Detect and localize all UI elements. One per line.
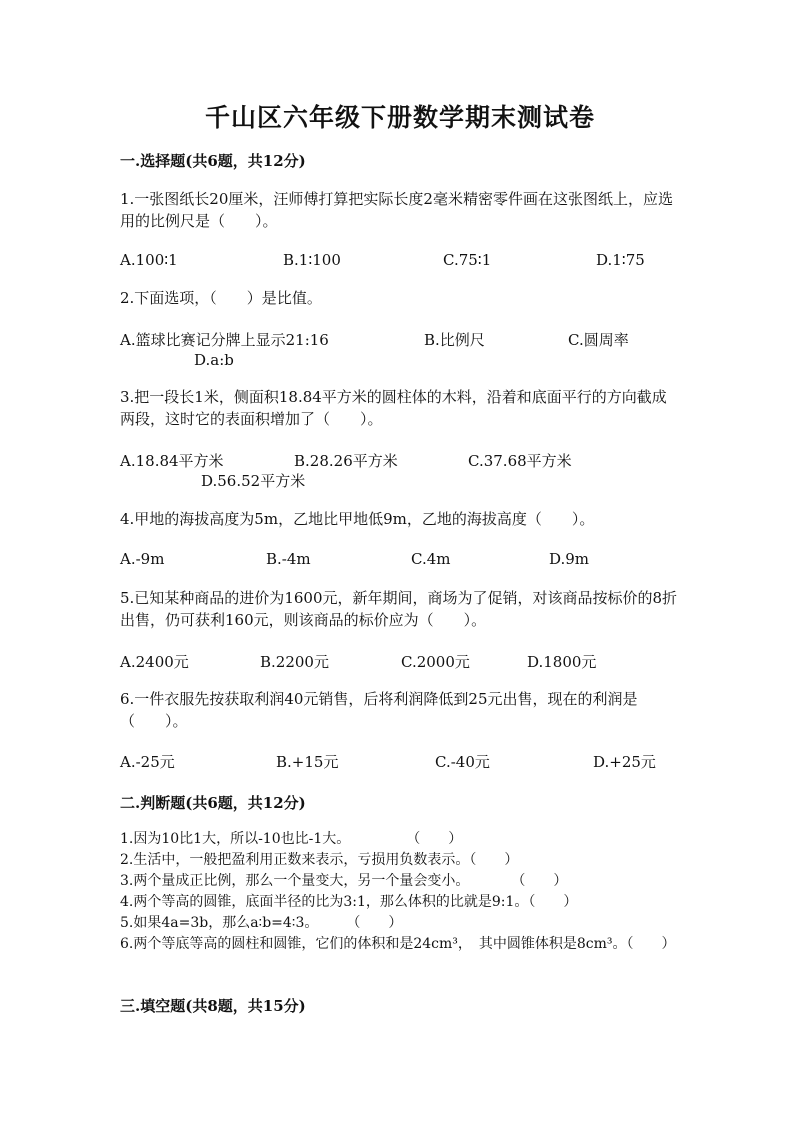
q4-option-b: B.-4m [266,550,311,568]
q1-option-c: C.75∶1 [443,251,492,269]
exam-title: 千山区六年级下册数学期末测试卷 [204,103,595,132]
q3-option-c: C.37.68平方米 [468,452,572,470]
tf-item-2: 2.生活中，一般把盈利用正数来表示，亏损用负数表示。（ ） [120,852,519,868]
q5-option-b: B.2200元 [260,653,329,671]
q2-option-c: C.圆周率 [568,331,629,349]
tf-item-1: 1.因为10比1大，所以-10也比-1大。 （ ） [120,831,463,847]
q2-option-b: B.比例尺 [424,331,485,349]
q3-option-d: D.56.52平方米 [201,472,306,490]
q4-option-c: C.4m [411,550,451,568]
section-heading-true-false: 二.判断题(共6题，共12分) [120,794,306,812]
question-4: 4.甲地的海拔高度为5m，乙地比甲地低9m，乙地的海拔高度（ ）。 [120,510,595,528]
true-false-list [120,829,680,955]
q4-option-d: D.9m [549,550,590,568]
question-2: 2.下面选项，（ ）是比值。 [120,289,322,307]
tf-item-4: 4.两个等高的圆锥，底面半径的比为3:1，那么体积的比就是9:1。（ ） [120,894,578,910]
tf-item-6: 6.两个等底等高的圆柱和圆锥，它们的体积和是24cm³， 其中圆锥体积是8cm³。（ ） [120,936,676,952]
tf-item-5: 5.如果4a=3b，那么a∶b=4∶3。 （ ） [120,915,403,931]
question-5: 5.已知某种商品的进价为1600元，新年期间，商场为了促销，对该商品按标价的8折出售，仍可获利160元，则该商品的标价应为（ ）。 [120,589,678,629]
question-1: 1.一张图纸长20厘米，汪师傅打算把实际长度2毫米精密零件画在这张图纸上，应选用的比例尺是（ ）。 [120,190,673,230]
q5-option-a: A.2400元 [120,653,189,671]
section-heading-choice: 一.选择题(共6题，共12分) [120,152,306,170]
q2-option-d: D.a:b [194,351,234,369]
q6-option-a: A.-25元 [120,753,175,771]
q5-option-d: D.1800元 [527,653,597,671]
section-heading-fill-blank: 三.填空题(共8题，共15分) [120,997,306,1015]
q1-option-a: A.100∶1 [120,251,178,269]
q6-option-b: B.+15元 [276,753,339,771]
question-3: 3.把一段长1米，侧面积18.84平方米的圆柱体的木料，沿着和底面平行的方向截成两段，这时它的表面积增加了（ ）。 [120,388,667,428]
q3-option-b: B.28.26平方米 [294,452,398,470]
q6-option-d: D.+25元 [593,753,656,771]
q4-option-a: A.-9m [120,550,165,568]
q5-option-c: C.2000元 [401,653,470,671]
q6-option-c: C.-40元 [435,753,490,771]
q1-option-d: D.1∶75 [596,251,645,269]
q1-option-b: B.1∶100 [283,251,341,269]
question-6: 6.一件衣服先按获取利润40元销售，后将利润降低到25元出售，现在的利润是（ ）。 [120,690,638,730]
tf-item-3: 3.两个量成正比例，那么一个量变大，另一个量会变小。 （ ） [120,873,568,889]
q3-option-a: A.18.84平方米 [120,452,224,470]
q2-option-a: A.篮球比赛记分牌上显示21:16 [120,331,329,349]
